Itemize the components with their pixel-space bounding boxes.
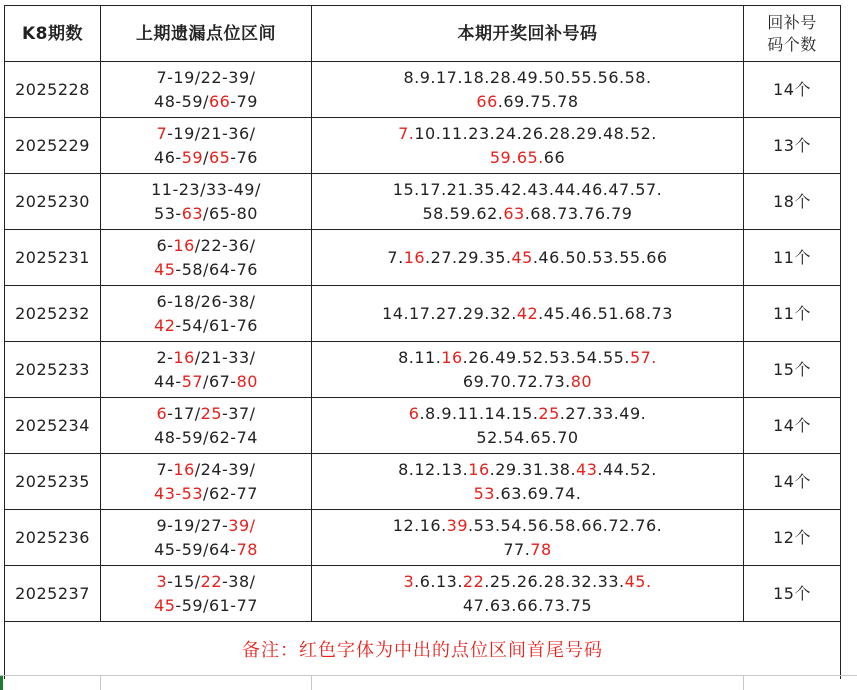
highlighted-number: 22 [200,571,223,591]
numbers-cell-line [312,570,743,594]
range-cell [101,510,312,566]
highlighted-number: 16 [173,235,195,255]
range-cell-line [101,66,311,90]
range-cell-line [101,402,311,426]
number-text: 6- [156,235,174,255]
highlighted-number: 65 [208,147,231,167]
highlighted-number: 80 [570,371,593,391]
table-row [5,510,841,566]
numbers-cell [312,62,744,118]
range-cell [101,118,312,174]
highlighted-number: 3 [156,571,168,591]
range-cell-line [101,258,311,282]
highlighted-number: 45. [624,571,652,591]
highlighted-number: 39/ [228,515,256,535]
count-cell: 14个 [744,398,841,454]
count-cell: 15个 [744,342,841,398]
sheet-grid-divider [100,675,101,690]
numbers-cell [312,454,744,510]
number-text: .27.29.35. [425,247,512,267]
numbers-cell-line [312,346,743,370]
number-text: 8.11. [398,347,442,367]
highlighted-number: 16 [403,247,426,267]
number-text: -76 [230,147,258,167]
numbers-cell [312,510,744,566]
number-text: .6.13. [414,571,463,591]
range-cell [101,454,312,510]
numbers-cell-line [312,66,743,90]
number-text: 66 [543,147,566,167]
period-cell: 2025235 [5,454,101,510]
highlighted-number: 6 [156,403,168,423]
table-row [5,174,841,230]
period-cell: 2025232 [5,286,101,342]
highlighted-number: 43-53 [154,483,204,503]
number-text: -37/ [222,403,256,423]
number-text: / [203,147,209,167]
range-cell [101,174,312,230]
number-text: 77. [503,539,531,559]
count-cell: 14个 [744,62,841,118]
highlighted-number: 3 [403,571,415,591]
sheet-grid-divider [743,675,744,690]
table-row [5,566,841,622]
number-text: 44- [154,371,182,391]
highlighted-number: 43 [576,459,598,479]
numbers-cell-line [312,514,743,538]
range-cell-line [101,594,311,618]
period-cell: 2025230 [5,174,101,230]
header-row [5,6,841,62]
highlighted-number: 66 [208,91,231,111]
highlighted-number: 39 [446,515,469,535]
number-text: 8.12.13. [398,459,469,479]
count-cell: 14个 [744,454,841,510]
number-text: .27.33.49. [559,403,647,423]
header-numbers: 本期开奖回补号码 [312,6,744,62]
numbers-cell [312,566,744,622]
highlighted-number: 45 [154,259,176,279]
number-text: 8.9.17.18.28.49.50.55.56.58. [403,67,652,87]
period-cell: 2025237 [5,566,101,622]
numbers-cell-line [312,402,743,426]
period-cell: 2025228 [5,62,101,118]
highlighted-number: 57 [181,371,204,391]
table-row [5,62,841,118]
range-cell [101,398,312,454]
table-row [5,454,841,510]
number-text: -19/21-36/ [167,123,256,143]
highlighted-number: 16 [173,459,195,479]
number-text: .8.9.11.14.15. [419,403,539,423]
number-text: /65-80 [203,203,258,223]
range-cell-line [101,234,311,258]
note-text: 备注：红色字体为中出的点位区间首尾号码 [5,622,841,680]
count-cell: 11个 [744,286,841,342]
count-cell: 15个 [744,566,841,622]
table-row [5,230,841,286]
highlighted-number: 25 [200,403,223,423]
numbers-cell-line [312,202,743,226]
highlighted-number: 42 [154,315,176,335]
range-cell-line [101,290,311,314]
number-text: 6-18/26-38/ [156,291,256,311]
numbers-cell [312,174,744,230]
numbers-cell-line [312,370,743,394]
numbers-cell-line [312,302,743,326]
range-cell [101,566,312,622]
period-cell: 2025234 [5,398,101,454]
number-text: 2- [156,347,174,367]
numbers-cell [312,342,744,398]
highlighted-number: 16 [468,459,490,479]
number-text: .53.54.56.58.66.72.76. [468,515,663,535]
number-text: 45-59/64- [154,539,237,559]
header-range: 上期遗漏点位区间 [101,6,312,62]
range-cell [101,230,312,286]
range-cell-line [101,458,311,482]
number-text: 12.16. [392,515,447,535]
highlighted-number: 63 [503,203,525,223]
number-text: -79 [230,91,258,111]
numbers-cell-line [312,146,743,170]
number-text: /62-77 [203,483,258,503]
number-text: -54/61-76 [175,315,258,335]
range-cell-line [101,370,311,394]
count-cell: 18个 [744,174,841,230]
number-text: 14.17.27.29.32. [382,303,517,323]
range-cell-line [101,514,311,538]
number-text: .29.31.38. [489,459,577,479]
highlighted-number: 25 [538,403,560,423]
number-text: 58.59.62. [422,203,504,223]
range-cell-line [101,570,311,594]
range-cell-line [101,178,311,202]
count-cell: 13个 [744,118,841,174]
note-row [5,622,841,680]
table-row [5,286,841,342]
highlighted-number: 59 [181,147,204,167]
number-text: 53- [154,203,182,223]
numbers-cell-line [312,122,743,146]
header-period: K8期数 [5,6,101,62]
highlighted-number: 7 [156,123,168,143]
number-text: 7- [156,459,174,479]
count-cell: 12个 [744,510,841,566]
range-cell-line [101,426,311,450]
range-cell-line [101,346,311,370]
numbers-cell [312,230,744,286]
range-cell-line [101,314,311,338]
numbers-cell [312,118,744,174]
number-text: 47.63.66.73.75 [462,595,593,615]
number-text: 15.17.21.35.42.43.44.46.47.57. [392,179,663,199]
number-text: .26.49.52.53.54.55. [462,347,630,367]
highlighted-number: 80 [236,371,258,391]
table-row [5,118,841,174]
count-cell: 11个 [744,230,841,286]
number-text: 48-59/62-74 [154,427,258,447]
number-text: 11-23/33-49/ [151,179,261,199]
period-cell: 2025233 [5,342,101,398]
highlighted-number: 16 [441,347,463,367]
table-body [5,62,841,622]
range-cell-line [101,90,311,114]
header-count-text: 回补号码个数 [767,12,817,54]
number-text: 9-19/27- [156,515,229,535]
period-cell: 2025236 [5,510,101,566]
range-cell-line [101,122,311,146]
number-text: 7-19/22-39/ [156,67,256,87]
number-text: .68.73.76.79 [524,203,633,223]
highlighted-number: 57. [629,347,657,367]
number-text: 46- [154,147,182,167]
number-text: .63.69.74. [494,483,582,503]
numbers-cell-line [312,538,743,562]
number-text: .45.46.51.68.73 [538,303,673,323]
numbers-cell-line [312,594,743,618]
number-text: /67- [203,371,237,391]
highlighted-number: 7. [398,123,415,143]
range-cell [101,286,312,342]
numbers-cell-line [312,246,743,270]
period-cell: 2025231 [5,230,101,286]
highlighted-number: 78 [530,539,552,559]
number-text: -58/64-76 [175,259,258,279]
period-cell: 2025229 [5,118,101,174]
range-cell-line [101,482,311,506]
number-text: 7. [387,247,404,267]
highlighted-number: 45 [511,247,533,267]
numbers-cell-line [312,426,743,450]
number-text: .44.52. [597,459,657,479]
number-text: -17/ [167,403,201,423]
table-row [5,398,841,454]
numbers-cell-line [312,178,743,202]
sheet-gridline [0,675,857,676]
number-text: .46.50.53.55.66 [532,247,668,267]
number-text: -59/61-77 [175,595,258,615]
number-text: .25.26.28.32.33. [484,571,625,591]
highlighted-number: 6 [408,403,420,423]
range-cell [101,342,312,398]
highlighted-number: 53 [473,483,495,503]
numbers-cell-line [312,458,743,482]
highlighted-number: 78 [236,539,258,559]
range-cell-line [101,146,311,170]
range-cell-line [101,202,311,226]
number-text: -15/ [167,571,201,591]
numbers-cell [312,398,744,454]
number-text: /21-33/ [194,347,256,367]
numbers-cell-line [312,90,743,114]
highlighted-number: 63 [181,203,204,223]
lottery-table [4,5,841,679]
header-count [744,6,841,62]
number-text: 48-59/ [154,91,209,111]
numbers-cell [312,286,744,342]
number-text: -38/ [222,571,256,591]
highlighted-number: 22 [462,571,485,591]
number-text: .69.75.78 [497,91,579,111]
table-row [5,342,841,398]
highlighted-number: 66 [476,91,498,111]
range-cell-line [101,538,311,562]
number-text: 10.11.23.24.26.28.29.48.52. [414,123,657,143]
highlighted-number: 45 [154,595,176,615]
range-cell [101,62,312,118]
highlighted-number: 16 [173,347,195,367]
highlighted-number: 42 [516,303,539,323]
number-text: 52.54.65.70 [476,427,579,447]
sheet-grid-divider [311,675,312,690]
number-text: /22-36/ [194,235,256,255]
number-text: 69.70.72.73. [462,371,571,391]
sheet-edge-marker [0,676,3,690]
number-text: /24-39/ [194,459,256,479]
numbers-cell-line [312,482,743,506]
highlighted-number: 59.65. [489,147,544,167]
